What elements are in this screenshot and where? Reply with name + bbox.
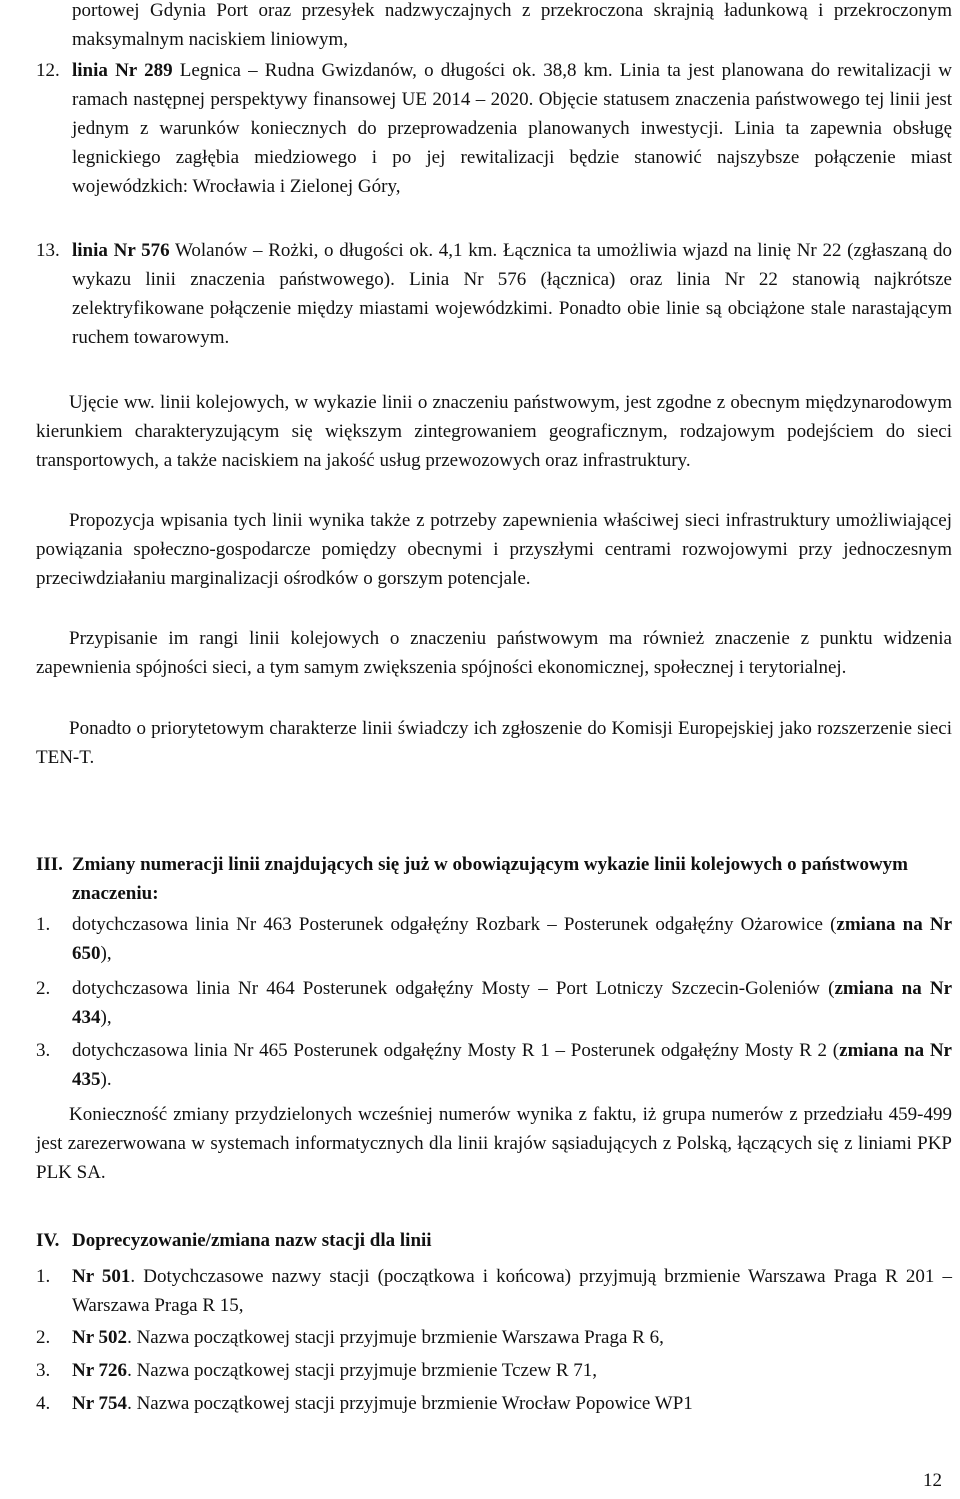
- paragraph-3: Przypisanie im rangi linii kolejowych o znaczeniu państwowym ma również znaczenie z punktu widzenia zapewnienia spójności sieci, a tym samym zwiększenia spójności ekonomicznej, społecznej i terytorialnej.: [36, 628, 952, 678]
- section-iv-item-4: 4. Nr 754. Nazwa początkowej stacji przyjmuje brzmienie Wrocław Popowice WP1: [36, 1393, 693, 1414]
- section-iv-item-2: 2. Nr 502. Nazwa początkowej stacji przyjmuje brzmienie Warszawa Praga R 6,: [36, 1327, 664, 1348]
- section-iii-item-1: 1. dotychczasowa linia Nr 463 Posterunek odgałęźny Rozbark – Posterunek odgałęźny Ożarowice (zmiana na Nr 650),: [36, 914, 953, 964]
- section-iv-item-1: 1. Nr 501. Dotychczasowe nazwy stacji (początkowa i końcowa) przyjmują brzmienie Warszawa Praga R 201 – Warszawa Praga R 15,: [36, 1266, 952, 1316]
- list-item-11-continuation: [36, 0, 952, 54]
- paragraph-4: Ponadto o priorytetowym charakterze linii świadczy ich zgłoszenie do Komisji Europejskiej jako rozszerzenie sieci TEN-T.: [36, 718, 952, 768]
- section-numeral: IV.: [36, 1230, 60, 1251]
- item-number: 13.: [36, 240, 60, 261]
- section-title: Doprecyzowanie/zmiana nazw stacji dla linii: [72, 1230, 432, 1251]
- section-title: Zmiany numeracji linii znajdujących się już w obowiązującym wykazie linii kolejowych o państwowym znaczeniu:: [72, 854, 908, 904]
- section-iii-heading: [36, 850, 952, 908]
- section-iii-note: Konieczność zmiany przydzielonych wcześniej numerów wynika z faktu, iż grupa numerów z przedziału 459-499 jest zarezerwowana w systemach informatycznych dla linii krajów sąsiadujących z Polską, łączących się z liniami PKP PLK SA.: [36, 1104, 952, 1183]
- item-11-text: portowej Gdynia Port oraz przesyłek nadzwyczajnych z przekroczona skrajnią ładunkową i przekroczonym maksymalnym naciskiem liniowym,: [72, 0, 952, 50]
- section-iv-item-3: 3. Nr 726. Nazwa początkowej stacji przyjmuje brzmienie Tczew R 71,: [36, 1360, 598, 1381]
- section-iv-heading: [36, 1226, 952, 1255]
- list-item-12: 12. linia Nr 289 Legnica – Rudna Gwizdanów, o długości ok. 38,8 km. Linia ta jest planowana do rewitalizacji w ramach następnej perspektywy finansowej UE 2014 – 2020. Objęcie statusem znaczenia państwowego tej linii jest jednym z warunków koniecznych do przeprowadzenia planowanych inwestycji. Linia ta zapewnia obsługę legnickiego zagłębia miedziowego i po jej rewitalizacji będzie stanowić najszybsze połączenie miast wojewódzkich: Wrocławia i Zielonej Góry,: [36, 56, 952, 201]
- section-numeral: III.: [36, 854, 63, 875]
- page-number: 12: [923, 1470, 942, 1491]
- paragraph-1: Ujęcie ww. linii kolejowych, w wykazie linii o znaczeniu państwowym, jest zgodne z obecnym międzynarodowym kierunkiem charakteryzującym się większym zintegrowaniem geograficznym, rodzajowym podejściem do sieci transportowych, a także naciskiem na jakość usług przewozowych oraz infrastruktury.: [36, 392, 952, 471]
- line-name: linia Nr 289: [72, 60, 173, 81]
- section-iii-item-2: 2. dotychczasowa linia Nr 464 Posterunek odgałęźny Mosty – Port Lotniczy Szczecin-Goleniów (zmiana na Nr 434),: [36, 978, 952, 1028]
- item-number: 12.: [36, 60, 60, 81]
- line-name: linia Nr 576: [72, 240, 170, 261]
- list-item-13: 13. linia Nr 576 Wolanów – Rożki, o długości ok. 4,1 km. Łącznica ta umożliwia wjazd na linię Nr 22 (zgłaszaną do wykazu linii znaczenia państwowego). Linia Nr 576 (łącznica) oraz linia Nr 22 stanowią najkrótsze zelektryfikowane połączenie między miastami wojewódzkimi. Ponadto obie linie są obciążone stale narastającym ruchem towarowym.: [36, 236, 952, 352]
- paragraph-2: Propozycja wpisania tych linii wynika także z potrzeby zapewnienia właściwej sieci infrastruktury umożliwiającej powiązania społeczno-gospodarcze pomiędzy obecnymi i przyszłymi centrami rozwojowymi przy jednoczesnym przeciwdziałaniu marginalizacji ośrodków o gorszym potencjale.: [36, 510, 952, 589]
- section-iii-item-3: 3. dotychczasowa linia Nr 465 Posterunek odgałęźny Mosty R 1 – Posterunek odgałęźny Mosty R 2 (zmiana na Nr 435).: [36, 1040, 952, 1090]
